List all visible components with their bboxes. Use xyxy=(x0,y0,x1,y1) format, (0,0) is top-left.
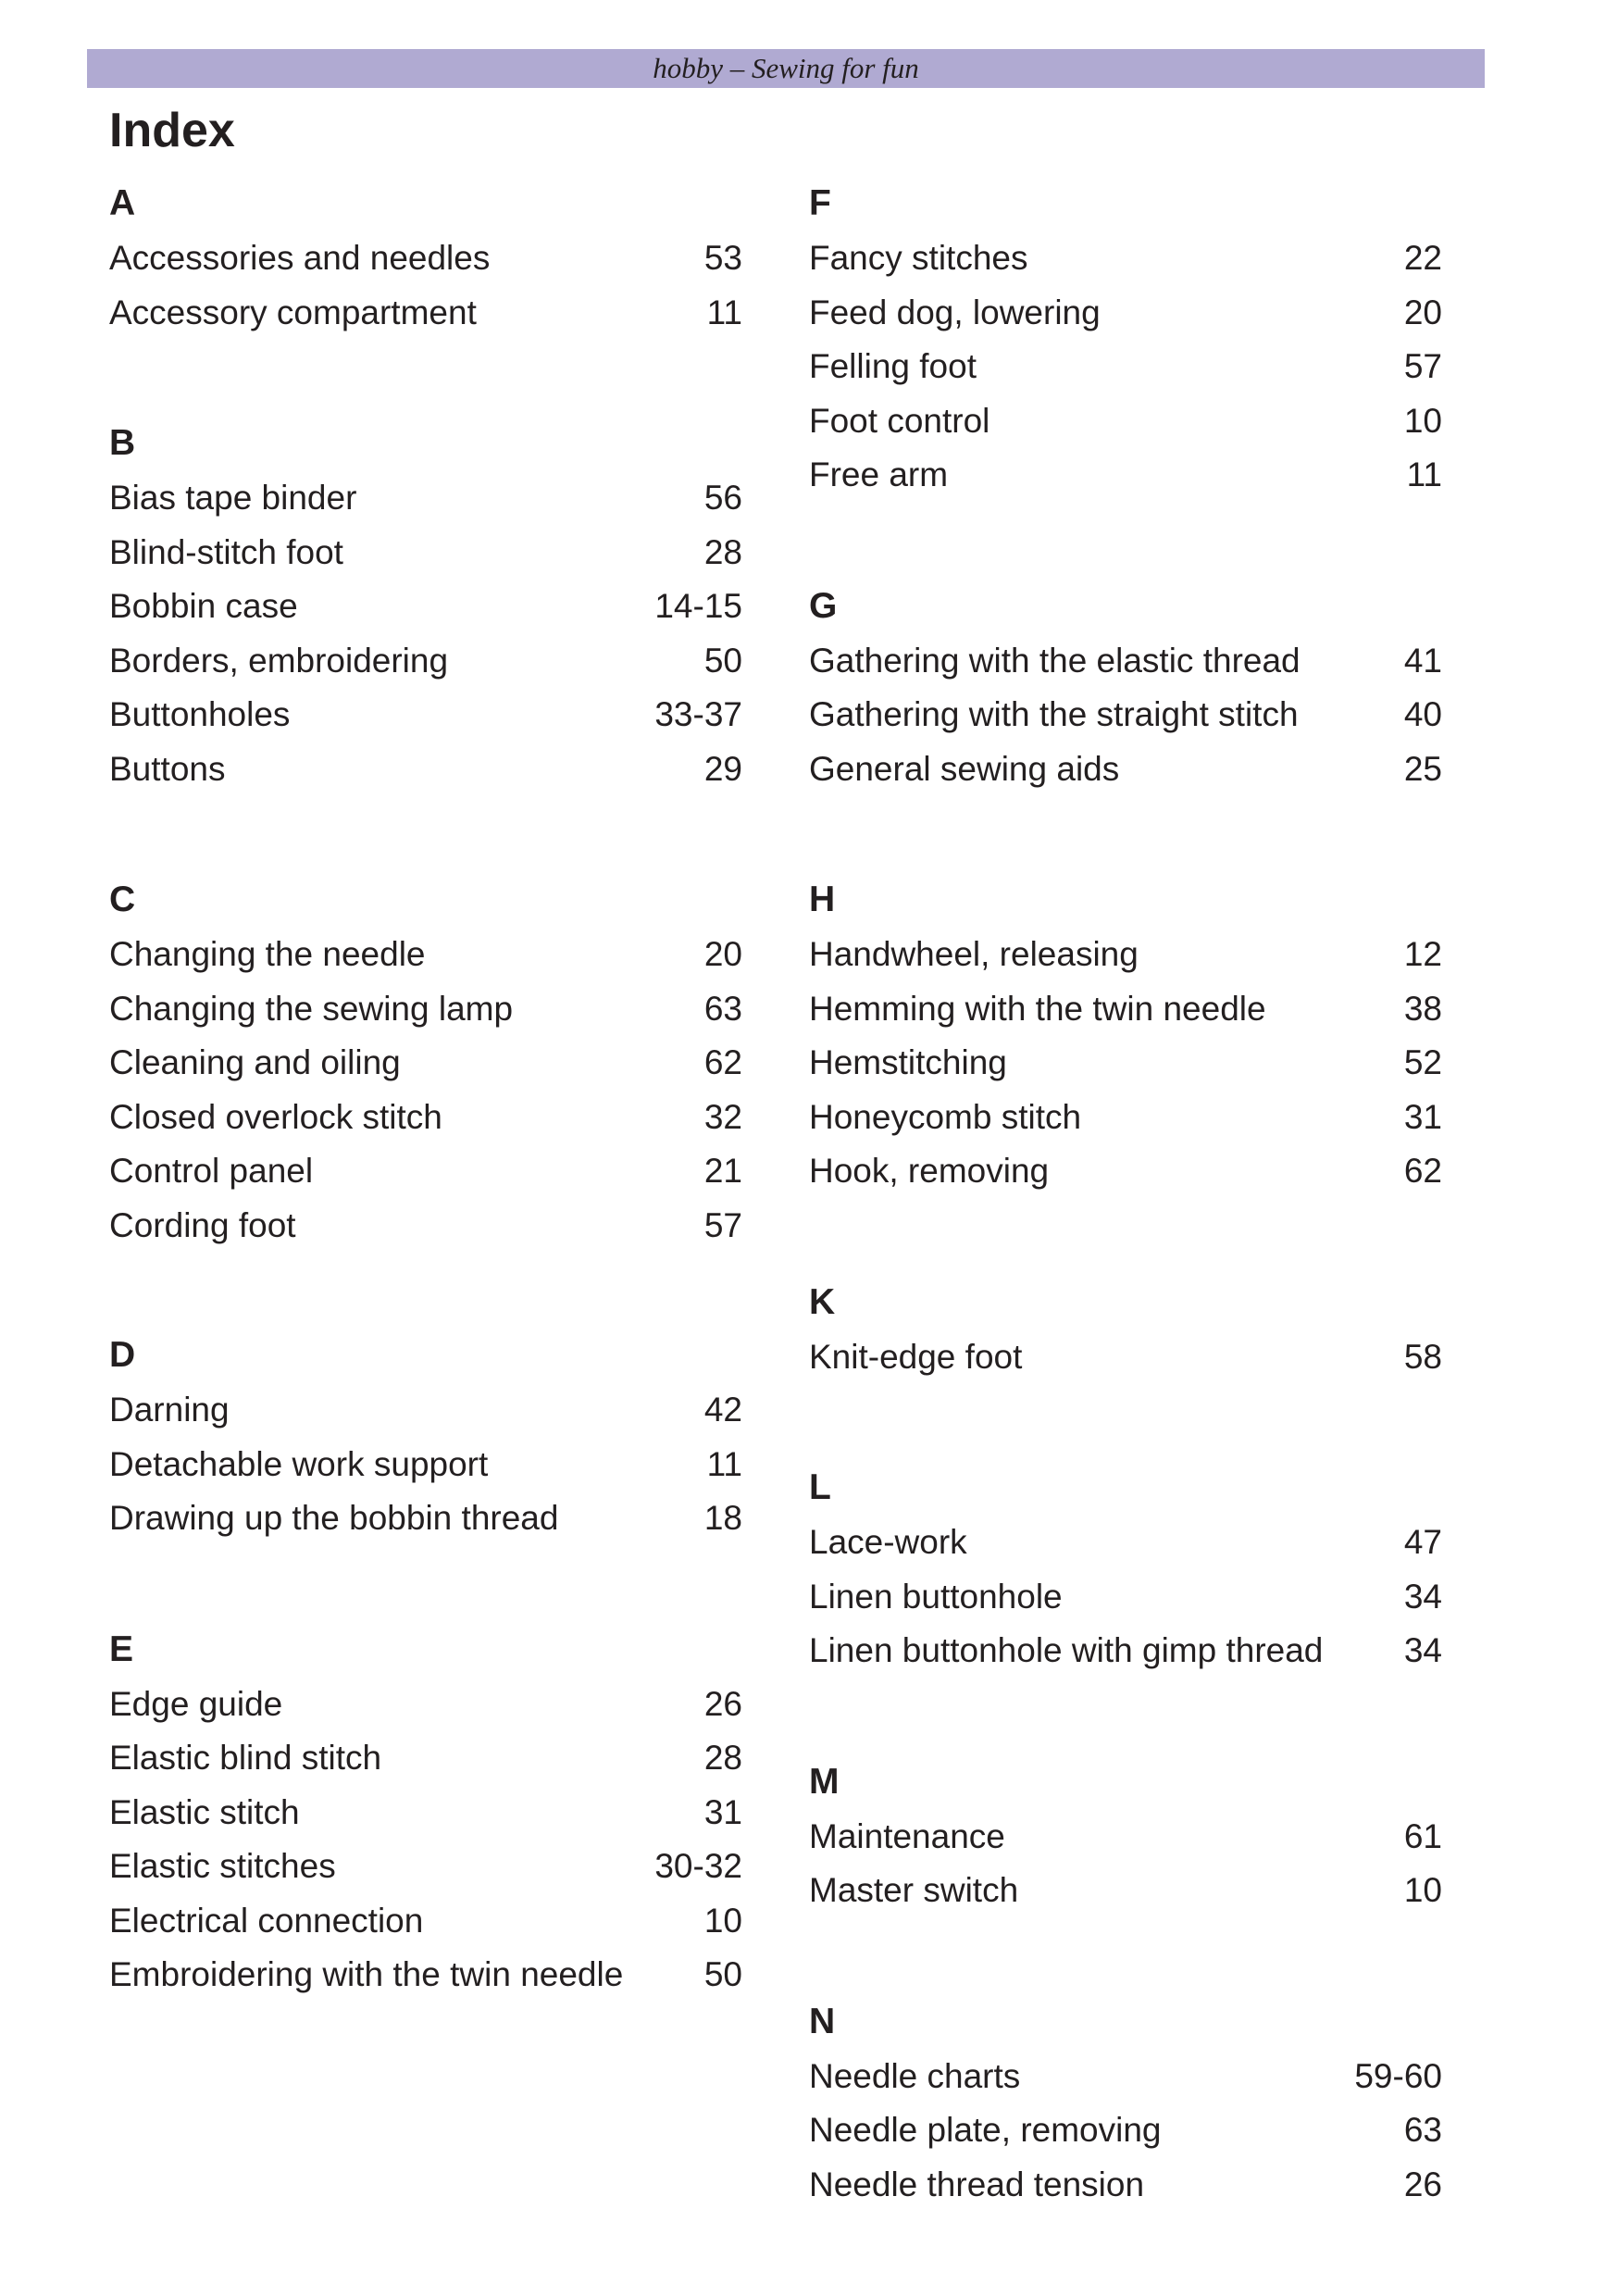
index-section-d xyxy=(109,1328,742,1546)
entry-page: 22 xyxy=(1403,239,1442,277)
entry-page: 56 xyxy=(703,479,742,517)
entry-term: Needle plate, removing xyxy=(809,2111,1162,2149)
entry-term: Cording foot xyxy=(109,1205,296,1244)
index-entry xyxy=(809,982,1442,1037)
entry-term: Master switch xyxy=(809,1871,1019,1909)
index-section-m xyxy=(809,1754,1442,1918)
entry-term: Borders, embroidering xyxy=(109,641,449,680)
index-column-left xyxy=(109,176,742,2003)
entry-term: Edge guide xyxy=(109,1684,283,1723)
entry-page: 57 xyxy=(703,1205,742,1244)
entry-term: Detachable work support xyxy=(109,1444,489,1483)
entry-term: Hook, removing xyxy=(809,1152,1050,1190)
entry-term: Embroidering with the twin needle xyxy=(109,1955,624,1993)
entry-page: 62 xyxy=(1403,1152,1442,1190)
index-entry xyxy=(109,1948,742,2003)
entry-page: 26 xyxy=(703,1684,742,1723)
index-entry xyxy=(109,1678,742,1732)
index-section-e xyxy=(109,1622,742,2003)
entry-term: Free arm xyxy=(809,455,949,493)
index-entry xyxy=(109,1199,742,1254)
entry-term: Honeycomb stitch xyxy=(809,1097,1082,1136)
entry-term: Changing the sewing lamp xyxy=(109,989,514,1028)
entry-page: 10 xyxy=(703,1901,742,1940)
index-entry xyxy=(109,1438,742,1492)
index-section-n xyxy=(809,1994,1442,2213)
entry-term: Gathering with the elastic thread xyxy=(809,641,1301,680)
index-entry xyxy=(809,1516,1442,1570)
entry-term: Elastic blind stitch xyxy=(109,1739,382,1777)
entry-term: Feed dog, lowering xyxy=(809,293,1101,331)
entry-page: 53 xyxy=(703,239,742,277)
index-entry xyxy=(809,1570,1442,1625)
entry-page: 42 xyxy=(703,1391,742,1429)
index-entry xyxy=(109,1036,742,1091)
entry-term: Changing the needle xyxy=(109,935,426,973)
entry-page: 28 xyxy=(703,532,742,571)
entry-page: 52 xyxy=(1403,1043,1442,1081)
entry-term: Handwheel, releasing xyxy=(809,935,1139,973)
index-entry xyxy=(809,742,1442,797)
entry-term: Maintenance xyxy=(809,1816,1005,1855)
entry-term: Accessory compartment xyxy=(109,293,477,331)
entry-page: 61 xyxy=(1403,1816,1442,1855)
entry-term: Fancy stitches xyxy=(809,239,1028,277)
entry-page: 12 xyxy=(1403,935,1442,973)
entry-term: Elastic stitch xyxy=(109,1792,300,1831)
index-entry xyxy=(109,1491,742,1546)
entry-page: 11 xyxy=(1406,455,1442,493)
index-section-f xyxy=(809,176,1442,503)
index-section-c xyxy=(109,872,742,1253)
section-letter: K xyxy=(809,1281,836,1322)
index-section-k xyxy=(809,1275,1442,1385)
index-entry xyxy=(109,742,742,797)
entry-term: Buttons xyxy=(109,749,226,788)
entry-term: Foot control xyxy=(809,401,990,440)
entry-term: Knit-edge foot xyxy=(809,1337,1023,1376)
entry-term: Blind-stitch foot xyxy=(109,532,343,571)
entry-term: Lace-work xyxy=(809,1523,967,1561)
section-letter: M xyxy=(809,1761,840,1802)
index-entry xyxy=(109,1144,742,1199)
index-entry xyxy=(809,634,1442,689)
index-entry xyxy=(809,1624,1442,1678)
index-entry xyxy=(109,1894,742,1949)
entry-term: Needle thread tension xyxy=(809,2165,1145,2203)
index-section-g xyxy=(809,579,1442,797)
index-entry xyxy=(109,928,742,982)
section-letter: N xyxy=(809,2001,836,2041)
entry-page: 62 xyxy=(703,1043,742,1081)
entry-term: Accessories and needles xyxy=(109,239,491,277)
index-entry xyxy=(109,634,742,689)
entry-page: 63 xyxy=(703,989,742,1028)
entry-page: 14-15 xyxy=(654,587,742,625)
section-letter: B xyxy=(109,423,136,463)
entry-term: Buttonholes xyxy=(109,695,291,733)
index-entry xyxy=(809,448,1442,503)
index-entry xyxy=(109,580,742,634)
entry-page: 11 xyxy=(706,1444,742,1483)
index-entry xyxy=(809,1144,1442,1199)
index-entry xyxy=(109,471,742,526)
entry-page: 11 xyxy=(706,293,742,331)
entry-page: 10 xyxy=(1403,1871,1442,1909)
entry-page: 47 xyxy=(1403,1523,1442,1561)
entry-page: 57 xyxy=(1403,347,1442,385)
index-entry xyxy=(809,2158,1442,2213)
index-entry xyxy=(109,1840,742,1894)
entry-term: Felling foot xyxy=(809,347,977,385)
entry-term: Needle charts xyxy=(809,2056,1021,2095)
index-entry xyxy=(809,2050,1442,2104)
entry-page: 31 xyxy=(1403,1097,1442,1136)
entry-page: 30-32 xyxy=(654,1847,742,1885)
index-entry xyxy=(809,1091,1442,1145)
entry-page: 50 xyxy=(703,1955,742,1993)
entry-page: 20 xyxy=(703,935,742,973)
entry-page: 59-60 xyxy=(1354,2056,1442,2095)
entry-term: Bobbin case xyxy=(109,587,298,625)
entry-page: 20 xyxy=(1403,293,1442,331)
index-entry xyxy=(109,1383,742,1438)
index-section-b xyxy=(109,416,742,796)
entry-page: 63 xyxy=(1403,2111,1442,2149)
entry-term: Electrical connection xyxy=(109,1901,424,1940)
entry-page: 32 xyxy=(703,1097,742,1136)
entry-page: 18 xyxy=(703,1499,742,1537)
index-section-a xyxy=(109,176,742,340)
entry-term: Linen buttonhole xyxy=(809,1577,1063,1616)
entry-term: Closed overlock stitch xyxy=(109,1097,442,1136)
entry-page: 40 xyxy=(1403,695,1442,733)
entry-page: 41 xyxy=(1403,641,1442,680)
entry-page: 38 xyxy=(1403,989,1442,1028)
section-letter: A xyxy=(109,183,136,223)
entry-term: Control panel xyxy=(109,1152,314,1190)
index-section-h xyxy=(809,872,1442,1199)
entry-page: 25 xyxy=(1403,749,1442,788)
section-letter: G xyxy=(809,585,838,626)
section-letter: C xyxy=(109,880,136,919)
index-entry xyxy=(109,526,742,580)
entry-page: 50 xyxy=(703,641,742,680)
entry-term: Gathering with the straight stitch xyxy=(809,695,1299,733)
entry-page: 28 xyxy=(703,1739,742,1777)
index-entry xyxy=(109,1091,742,1145)
section-letter: F xyxy=(809,183,831,223)
index-entry xyxy=(809,1864,1442,1918)
entry-page: 21 xyxy=(703,1152,742,1190)
entry-term: Drawing up the bobbin thread xyxy=(109,1499,559,1537)
index-entry xyxy=(109,688,742,742)
index-section-l xyxy=(809,1460,1442,1678)
section-letter: E xyxy=(109,1628,134,1669)
section-letter: L xyxy=(809,1467,831,1507)
section-letter: H xyxy=(809,880,836,919)
entry-term: Elastic stitches xyxy=(109,1847,336,1885)
entry-term: Linen buttonhole with gimp thread xyxy=(809,1631,1324,1669)
index-entry xyxy=(809,1330,1442,1385)
index-column-right xyxy=(809,176,1442,2212)
index-entry xyxy=(109,231,742,286)
index-entry xyxy=(109,1731,742,1786)
entry-page: 58 xyxy=(1403,1337,1442,1376)
entry-page: 34 xyxy=(1403,1631,1442,1669)
index-entry xyxy=(809,1036,1442,1091)
index-entry xyxy=(809,2103,1442,2158)
page-title: Index xyxy=(109,104,235,157)
entry-page: 10 xyxy=(1403,401,1442,440)
section-letter: D xyxy=(109,1335,136,1375)
entry-term: General sewing aids xyxy=(809,749,1120,788)
index-entry xyxy=(809,394,1442,449)
index-entry xyxy=(109,286,742,341)
entry-page: 34 xyxy=(1403,1577,1442,1616)
index-entry xyxy=(109,1786,742,1841)
index-entry xyxy=(109,982,742,1037)
entry-term: Hemming with the twin needle xyxy=(809,989,1266,1028)
index-entry xyxy=(809,231,1442,286)
entry-term: Cleaning and oiling xyxy=(109,1043,401,1081)
entry-term: Hemstitching xyxy=(809,1043,1007,1081)
entry-page: 31 xyxy=(703,1792,742,1831)
index-entry xyxy=(809,1810,1442,1865)
running-header: hobby – Sewing for fun xyxy=(87,49,1485,88)
entry-page: 29 xyxy=(703,749,742,788)
entry-page: 26 xyxy=(1403,2165,1442,2203)
index-entry xyxy=(809,688,1442,742)
entry-term: Darning xyxy=(109,1391,230,1429)
entry-term: Bias tape binder xyxy=(109,479,357,517)
index-entry xyxy=(809,286,1442,341)
index-entry xyxy=(809,928,1442,982)
entry-page: 33-37 xyxy=(654,695,742,733)
index-entry xyxy=(809,340,1442,394)
